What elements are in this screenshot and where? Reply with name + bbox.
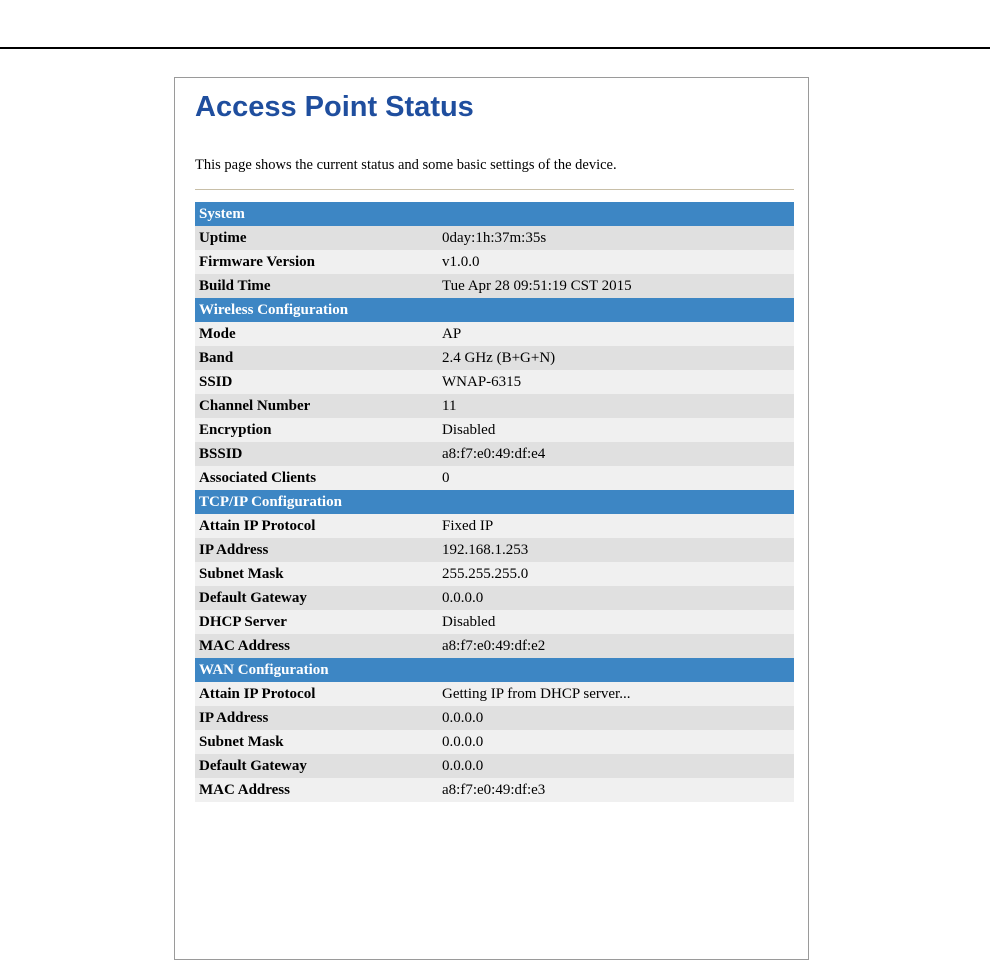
row-label: Band: [199, 350, 234, 366]
row-label: Build Time: [199, 278, 271, 294]
row-value: 255.255.255.0: [442, 566, 529, 582]
table-row-wan-ip-address: [195, 706, 794, 730]
row-value: a8:f7:e0:49:df:e4: [442, 446, 546, 462]
row-label: Subnet Mask: [199, 734, 284, 750]
row-label: Encryption: [199, 422, 272, 438]
row-label: MAC Address: [199, 638, 290, 654]
row-label: Firmware Version: [199, 254, 315, 270]
table-row-mac-address: [195, 634, 794, 658]
table-row-build-time: [195, 274, 794, 298]
table-row-bssid: [195, 442, 794, 466]
table-row-default-gateway: [195, 586, 794, 610]
row-value: a8:f7:e0:49:df:e2: [442, 638, 546, 654]
row-label: DHCP Server: [199, 614, 287, 630]
table-row-mode: [195, 322, 794, 346]
top-divider: [0, 47, 990, 49]
row-label: Subnet Mask: [199, 566, 284, 582]
row-value: Fixed IP: [442, 518, 494, 534]
row-value: 0day:1h:37m:35s: [442, 230, 547, 246]
table-row-firmware-version: [195, 250, 794, 274]
row-label: IP Address: [199, 542, 269, 558]
row-label: SSID: [199, 374, 233, 390]
row-value: 0.0.0.0: [442, 734, 484, 750]
page-description: This page shows the current status and some basic settings of the device.: [195, 157, 617, 173]
page-title: Access Point Status: [195, 91, 474, 123]
row-value: Disabled: [442, 422, 496, 438]
status-table: [195, 202, 794, 802]
row-label: Mode: [199, 326, 236, 342]
table-row-ip-address: [195, 538, 794, 562]
table-row-associated-clients: [195, 466, 794, 490]
row-value: a8:f7:e0:49:df:e3: [442, 782, 546, 798]
row-value: v1.0.0: [442, 254, 480, 270]
section-header-system: System: [195, 202, 794, 226]
description-divider: [195, 189, 794, 190]
table-row-encryption: [195, 418, 794, 442]
table-row-subnet-mask: [195, 562, 794, 586]
table-row-wan-mac-address: [195, 778, 794, 802]
row-value: 0.0.0.0: [442, 710, 484, 726]
row-label: Default Gateway: [199, 590, 307, 606]
row-value: Tue Apr 28 09:51:19 CST 2015: [442, 278, 632, 294]
table-row-wan-subnet-mask: [195, 730, 794, 754]
table-row-dhcp-server: [195, 610, 794, 634]
section-header-wan: WAN Configuration: [195, 658, 794, 682]
row-value: 0.0.0.0: [442, 758, 484, 774]
table-row-channel-number: [195, 394, 794, 418]
row-label: Attain IP Protocol: [199, 686, 316, 702]
table-row-uptime: [195, 226, 794, 250]
section-header-tcpip: TCP/IP Configuration: [195, 490, 794, 514]
row-label: BSSID: [199, 446, 243, 462]
table-row-wan-attain-ip-protocol: [195, 682, 794, 706]
row-value: AP: [442, 326, 462, 342]
row-value: 192.168.1.253: [442, 542, 529, 558]
row-value: 11: [442, 398, 457, 414]
row-value: Getting IP from DHCP server...: [442, 686, 631, 702]
section-tcpip-configuration: [195, 490, 794, 658]
row-value: 0: [442, 470, 450, 486]
row-label: Default Gateway: [199, 758, 307, 774]
row-label: Associated Clients: [199, 470, 317, 486]
section-system: [195, 202, 794, 298]
row-value: 2.4 GHz (B+G+N): [442, 350, 556, 366]
row-value: Disabled: [442, 614, 496, 630]
section-wireless-configuration: [195, 298, 794, 490]
table-row-band: [195, 346, 794, 370]
table-row-wan-default-gateway: [195, 754, 794, 778]
table-row-ssid: [195, 370, 794, 394]
row-value: WNAP-6315: [442, 374, 522, 390]
row-label: MAC Address: [199, 782, 290, 798]
row-label: IP Address: [199, 710, 269, 726]
row-value: 0.0.0.0: [442, 590, 484, 606]
section-header-wireless: Wireless Configuration: [195, 298, 794, 322]
row-label: Uptime: [199, 230, 247, 246]
status-panel: [174, 77, 809, 960]
row-label: Channel Number: [199, 398, 311, 414]
table-row-attain-ip-protocol: [195, 514, 794, 538]
section-wan-configuration: [195, 658, 794, 802]
row-label: Attain IP Protocol: [199, 518, 316, 534]
